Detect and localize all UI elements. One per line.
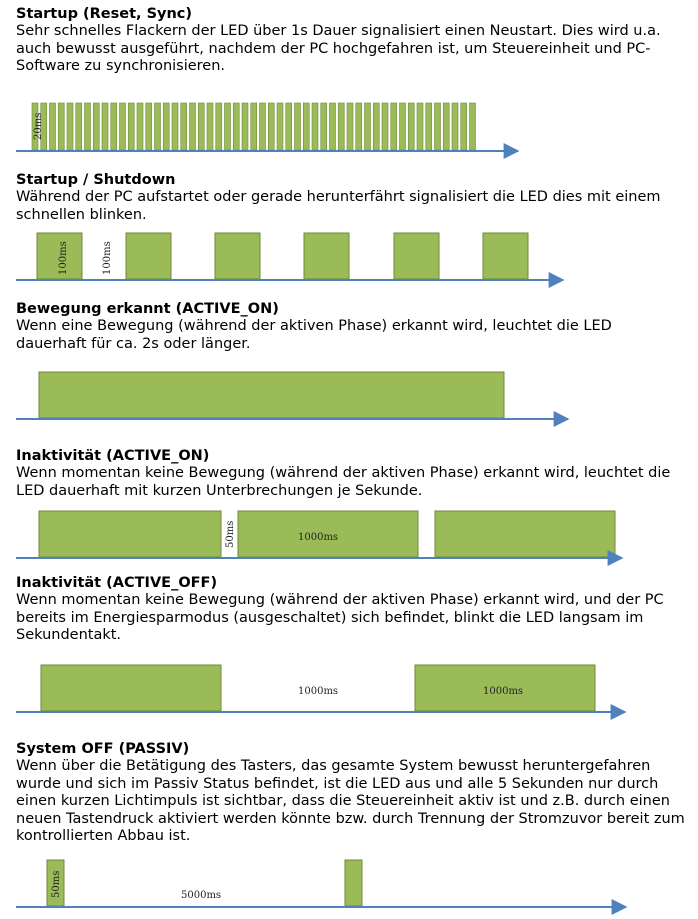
led-pulse bbox=[198, 103, 204, 150]
led-pulse bbox=[215, 233, 260, 279]
led-pulse bbox=[190, 103, 196, 150]
led-pulse bbox=[286, 103, 292, 150]
led-pulse bbox=[365, 103, 371, 150]
pulse-on-label: 1000ms bbox=[298, 532, 339, 543]
section-title: Startup / Shutdown bbox=[16, 172, 176, 188]
led-pulse bbox=[483, 233, 528, 279]
pulse-off-label: 1000ms bbox=[298, 686, 339, 697]
section-description: Wenn über die Betätigung des Tasters, das gesamte System bewusst heruntergefahren wurde und sich im Passiv Status befindet, ist die LED aus und alle 5 Sekunden nur durch einen kurzen Lichtimpuls ist sichtbar, dass die Steuereinheit aktiv ist und z.B. durch einen neuen Tastendruck aktiviert werden könnte bzw. durch Trennung der Stromzuvor bereit zum kontrollierten Abbau ist. bbox=[16, 758, 685, 844]
section-description: Während der PC aufstartet oder gerade herunterfährt signalisiert die LED dies mit einem schnellen blinken. bbox=[16, 189, 661, 223]
led-pulse bbox=[277, 103, 283, 150]
led-pulse bbox=[85, 103, 91, 150]
section-description: Wenn eine Bewegung (während der aktiven Phase) erkannt wird, leuchtet die LED dauerhaft für ca. 2s oder länger. bbox=[16, 318, 612, 352]
led-pulse bbox=[470, 103, 476, 150]
section-description: Wenn momentan keine Bewegung (während der aktiven Phase) erkannt wird, leuchtet die LED dauerhaft mit kurzen Unterbrechungen je Sekunde. bbox=[16, 465, 671, 499]
pulse-off-label: 50ms bbox=[225, 520, 236, 548]
led-pulse bbox=[233, 103, 239, 150]
led-pulse bbox=[242, 103, 248, 150]
led-pulse bbox=[347, 103, 353, 150]
led-pulse bbox=[394, 233, 439, 279]
led-pulse bbox=[102, 103, 108, 150]
led-pulse bbox=[120, 103, 126, 150]
led-pulse bbox=[435, 103, 441, 150]
led-pulse bbox=[338, 103, 344, 150]
led-pulse bbox=[58, 103, 64, 150]
led-pulse bbox=[304, 233, 349, 279]
led-pulse bbox=[435, 511, 615, 557]
led-pulse bbox=[41, 665, 221, 711]
led-pulse bbox=[330, 103, 336, 150]
led-pulse bbox=[155, 103, 161, 150]
led-pulse bbox=[172, 103, 178, 150]
led-pulse bbox=[137, 103, 143, 150]
section-title: Inaktivität (ACTIVE_OFF) bbox=[16, 575, 218, 591]
led-pulse bbox=[39, 511, 221, 557]
led-pulse bbox=[303, 103, 309, 150]
led-pulse bbox=[181, 103, 187, 150]
led-pulse bbox=[452, 103, 458, 150]
led-pulse bbox=[426, 103, 432, 150]
pulse-duration-label: 20ms bbox=[33, 112, 44, 140]
led-pulse bbox=[391, 103, 397, 150]
pulse-off-label: 100ms bbox=[102, 241, 113, 275]
led-pulse bbox=[39, 372, 504, 418]
led-pulse bbox=[312, 103, 318, 150]
led-pulse bbox=[207, 103, 213, 150]
led-pulse bbox=[76, 103, 82, 150]
led-pulse bbox=[163, 103, 169, 150]
section-description: Sehr schnelles Flackern der LED über 1s Dauer signalisiert einen Neustart. Dies wird u.a. auch bewusst ausgeführt, nachdem der PC hochgefahren ist, um Steuereinheit und PC-Software zu synchronisieren. bbox=[16, 23, 661, 74]
led-pulse bbox=[417, 103, 423, 150]
section-title: Inaktivität (ACTIVE_ON) bbox=[16, 448, 210, 464]
pulse-on-label: 100ms bbox=[58, 241, 69, 275]
led-pulse bbox=[260, 103, 266, 150]
pulse-on-label: 50ms bbox=[51, 870, 62, 898]
led-pulse bbox=[356, 103, 362, 150]
diagram-startup-reset-sync bbox=[32, 103, 476, 150]
led-pulse bbox=[216, 103, 222, 150]
diagram-bewegung-erkannt bbox=[39, 372, 504, 418]
section-title: Bewegung erkannt (ACTIVE_ON) bbox=[16, 301, 279, 317]
section-title: System OFF (PASSIV) bbox=[16, 741, 190, 757]
led-pulse bbox=[50, 103, 56, 150]
led-pulse bbox=[443, 103, 449, 150]
led-pulse bbox=[268, 103, 274, 150]
led-pulse bbox=[93, 103, 99, 150]
led-pulse bbox=[345, 860, 362, 906]
led-pulse bbox=[128, 103, 134, 150]
led-pulse bbox=[67, 103, 73, 150]
pulse-off-label: 5000ms bbox=[181, 890, 222, 901]
led-pulse bbox=[321, 103, 327, 150]
led-pulse bbox=[295, 103, 301, 150]
led-pulse bbox=[382, 103, 388, 150]
section-description: Wenn momentan keine Bewegung (während der aktiven Phase) erkannt wird, und der PC bereits im Energiesparmodus (ausgeschaltet) sich befindet, blinkt die LED langsam im Sekundentakt. bbox=[16, 592, 664, 643]
led-pulse bbox=[461, 103, 467, 150]
led-pulse bbox=[373, 103, 379, 150]
pulse-on-label: 1000ms bbox=[483, 686, 524, 697]
led-pulse bbox=[225, 103, 231, 150]
led-pulse bbox=[408, 103, 414, 150]
section-title: Startup (Reset, Sync) bbox=[16, 6, 193, 22]
led-pulse bbox=[111, 103, 117, 150]
led-pulse bbox=[251, 103, 257, 150]
led-pulse bbox=[146, 103, 152, 150]
led-pulse bbox=[400, 103, 406, 150]
led-pulse bbox=[126, 233, 171, 279]
